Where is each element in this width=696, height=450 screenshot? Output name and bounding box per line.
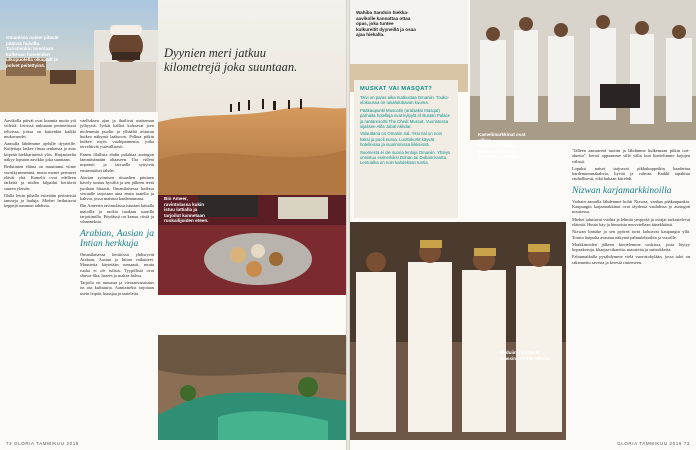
sidebar-item: Valuuttana on Omanin rial. Yksi rial on noin kaksi ja puoli euroa. Luottokortit käyvät hotelleissa ja suurimmissa liikkeissä. — [360, 131, 443, 148]
subhead-left: Arabian, Aasian ja Intian herkkuja — [80, 228, 154, 249]
sidebar-item: Suomesta ei ole suoria lentoja Omaniin. Yhteys onnistuu esimerkiksi Dohan tai Dubain kautta. Lentoaika on noin kahdeksan tuntia. — [360, 149, 451, 166]
photo-wadi — [158, 335, 346, 440]
left-column-1 — [80, 118, 154, 434]
paragraph: Paluumatkalla pysähdymme vielä vuoristokylään, jossa talot on rakennettu savesta ja kivestä rinteeseen. — [572, 254, 690, 265]
photo-cattle-market — [470, 0, 696, 140]
left-column-2 — [4, 118, 76, 434]
photo-cattle-market-image — [470, 0, 696, 140]
caption-top-right: Wahiba Sandsin hiekka-aavikolle kannattaa ottaa opas, joka tuntee kulkureitit dyyneillä ja osaa ajaa hiekalla. — [356, 10, 416, 38]
caption-market: Kamelimarkkinat ovat vilkas kohtaamispaikka. Kauppa käydään perjantaiaamuisin. — [478, 132, 526, 160]
sidebar-item: Talvi on paras aika matkustaa Omaniin. Touko-elokuussa on tukahduttavan kuuma. — [360, 95, 450, 106]
paragraph: Ennen illallista ehdin pulahtaa auringon lämmittämään altaaseen. Ilta viileni nopeasti ja taivaalle syttyivät ensimmäiset tähdet. — [80, 151, 154, 173]
photo-wadi-image — [158, 335, 346, 440]
sidebar-title: MUSKAT VAI MASQAT? — [360, 86, 433, 92]
photo-bedouins — [350, 222, 566, 440]
right-column — [572, 148, 690, 440]
caption-top-left: Omanissa naiset pitävät päänsä huivilla. Turistienkin toivotaan kulkevan hoteleiden ulkopuolella olkapäät ja polvet peitettyinä. — [6, 35, 59, 68]
sidebar-item: Pääkaupunki Muscatin (arabiaksi Masqat) parhaita hotelleja ovat kylpylä Al Bustan Palace ja rantaresortti The Chedi Muscat. Vuoristossa sijaitsee Alila Jabal Akhdar. — [360, 107, 451, 130]
subhead-right: Nizwan karjamarkkinoilla — [572, 185, 672, 196]
right-page — [350, 0, 696, 450]
paragraph: Illalla leirin pihalla esitetään perinteisiä tansseja ja lauluja. Miehet heiluttavat keppejä rummun tahdissa. — [4, 192, 76, 209]
left-page — [0, 0, 346, 450]
caption-food: Bin Ameer, ravintolassa kukin istuu lattialla ja tarjoilut kannetaan ruokailijoiden eteen. — [164, 196, 209, 224]
paragraph: Miehet taluttavat vuohia ja lehmiä ympyrää ja ostajat tarkastelevat eläimiä. Huuto käy ja hinnoista neuvotellaan äänekkäästi. — [572, 216, 690, 227]
pull-quote: Dyynien meri jatkuu kilometrejä joka suuntaan. — [164, 46, 298, 74]
paragraph: Bin Ameerin ravintolassa istutaan lattialla matoilla ja ruokia tuodaan suurilla tarjottimilla. Pöydässä on kanaa, riisiä ja vihanneksia. — [80, 203, 154, 225]
folio-right: GLORIA TAMMIKUU 2016 73 — [617, 441, 690, 446]
paragraph: Beduiinien elämä on muuttunut viime vuosikymmeninä, mutta monet perinteet elävät yhä. Kamelit ovat edelleen tärkeitä ja niiden kilpailut keräävät suuren yleisön. — [4, 164, 76, 191]
paragraph: Aamulla lähdemme ajelulle dyyneille. Kuljettaja laskee ilmaa renkaista ja auto kiipeää hiekkarinteitä ylös. Harjanteelta näkyy loputon aavikko joka suuntaan. — [4, 141, 76, 163]
paragraph: Varhain aamulla lähdemme kohti Nizwaa, vanhaa pääkaupunkia. Kaupungin karjamarkkinat ovat täydessä vauhdissa jo auringon noustessa. — [572, 198, 690, 215]
paragraph: Lopuksi naiset tarjoavat pikkukuppeihin kaadettua kardemummakahvia, hyvää ja vahvaa. Kaikki tapahtuu rauhallisesti, eikä kukaan kiirehdi. — [572, 165, 690, 182]
paragraph: Aavikolla päivät ovat kuumia mutta yöt viileitä. Leirissä nukutaan perinteisissä teltoissa, joissa on kuitenkin kaikki mukavuudet. — [4, 118, 76, 139]
photo-bedouins-image — [350, 222, 566, 440]
paragraph: Tarjoilu on runsasta ja vieraanvaraisuus on osa kulttuuria. Aamiaiseksi tarjotaan usein leipää, hunajaa ja taateleita. — [80, 280, 154, 296]
paragraph: vaelluksen ajan ja ihailivat maiseman jylhyyttä. Jyrkät kalliot kohoavat joen molemmin puolin ja ylhäältä avautuu huikea näkymä laaksoon. Polkua pitkin kulkee myös vuohipaimenia, jotka tervehtivät ystävällisesti. — [80, 118, 154, 150]
paragraph: Omanilaisessa keittiössä yhdistyvät Arabian, Aasian ja Intian vaikutteet. Mausteita käytetään runsaasti, mutta ruoka ei ole tulista. Tyypillisiä ovat shuwa-liha, harees ja makea halwa. — [80, 251, 154, 278]
paragraph: Aterian syömisen rituaalien pituinen kävely tuntuu hyvältä ja sen jälkeen teetä juodaan hitaasti. Omanilaisessa kodissa vieraalle tarjotaan aina ensin taatelia ja kahvia, jossa maistuu kardemumma. — [80, 174, 154, 202]
caption-bottom: Beduiinit esittävät tanssin hotellin pihalla. — [500, 350, 551, 361]
paragraph: Markkinoiden jälkeen kiertelemme soukissa, josta löytyy hopeakoruja, khanjar-tikareita, mausteita ja suitsukkeita. — [572, 241, 690, 253]
paragraph: "Jälleen aamuteetä tuotiin ja lähdimme kulkemaan pitkin tori-aluetta", kertoi oppaamme sillä välin kun kiertelimme kojujen välissä. — [572, 148, 690, 164]
sidebar-list — [360, 95, 452, 166]
folio-left: 72 GLORIA TAMMIKUU 2016 — [6, 441, 79, 446]
paragraph: Nizwan linnake ja sen pyöreä torni kohoavat kaupungin yllä. Tornin huipulta avautuu näkymä palmulehtoihin ja vuorille. — [572, 229, 690, 240]
sidebar-info-box — [354, 80, 458, 218]
